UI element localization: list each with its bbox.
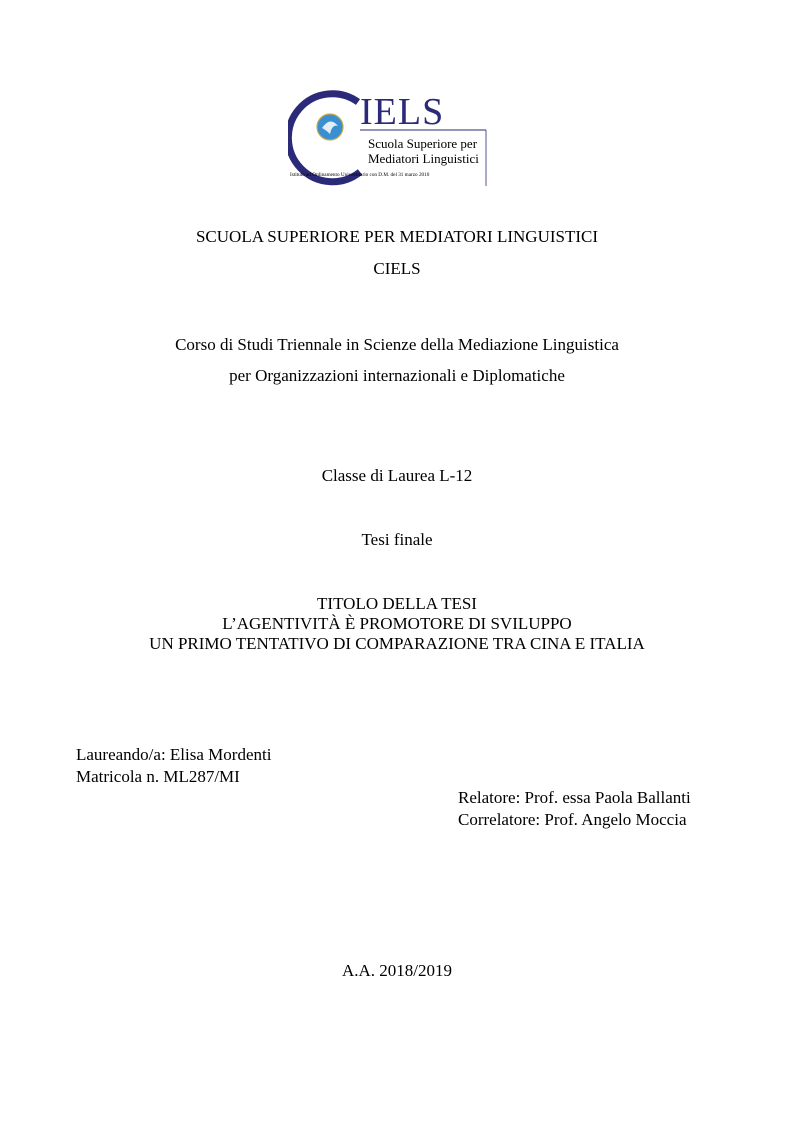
advisors-info <box>458 787 691 831</box>
academic-year: A.A. 2018/2019 <box>341 961 453 980</box>
thesis-title-block <box>0 593 794 653</box>
logo-name: IELS <box>360 91 445 133</box>
course-block <box>0 334 794 396</box>
ciels-logo <box>288 90 508 190</box>
school-heading <box>0 226 794 290</box>
logo-school-line1: Scuola Superiore per <box>368 136 478 151</box>
thesis-title-line-1: L’AGENTIVITÀ È PROMOTORE DI SVILUPPO <box>222 614 572 633</box>
school-acronym: CIELS <box>373 259 421 278</box>
thesis-type: Tesi finale <box>361 530 433 549</box>
course-line-2: per Organizzazioni internazionali e Diplomatiche <box>229 366 565 385</box>
student-matricola: Matricola n. ML287/MI <box>76 767 240 786</box>
relatore: Relatore: Prof. essa Paola Ballanti <box>458 788 691 807</box>
thesis-title-label: TITOLO DELLA TESI <box>317 594 477 613</box>
course-line-1: Corso di Studi Triennale in Scienze della Mediazione Linguistica <box>175 335 619 354</box>
thesis-title-line-2: UN PRIMO TENTATIVO DI COMPARAZIONE TRA CINA E ITALIA <box>149 634 645 653</box>
degree-class: Classe di Laurea L-12 <box>321 466 473 485</box>
student-info <box>76 744 271 788</box>
correlatore: Correlatore: Prof. Angelo Moccia <box>458 810 687 829</box>
school-name: SCUOLA SUPERIORE PER MEDIATORI LINGUISTICI <box>195 227 599 246</box>
logo-decree: Istituto ad Ordinamento Universitario con D.M. del 31 marzo 2010 <box>290 172 430 178</box>
student-name: Laureando/a: Elisa Mordenti <box>76 745 272 764</box>
logo-school-line2: Mediatori Linguistici <box>368 151 479 166</box>
